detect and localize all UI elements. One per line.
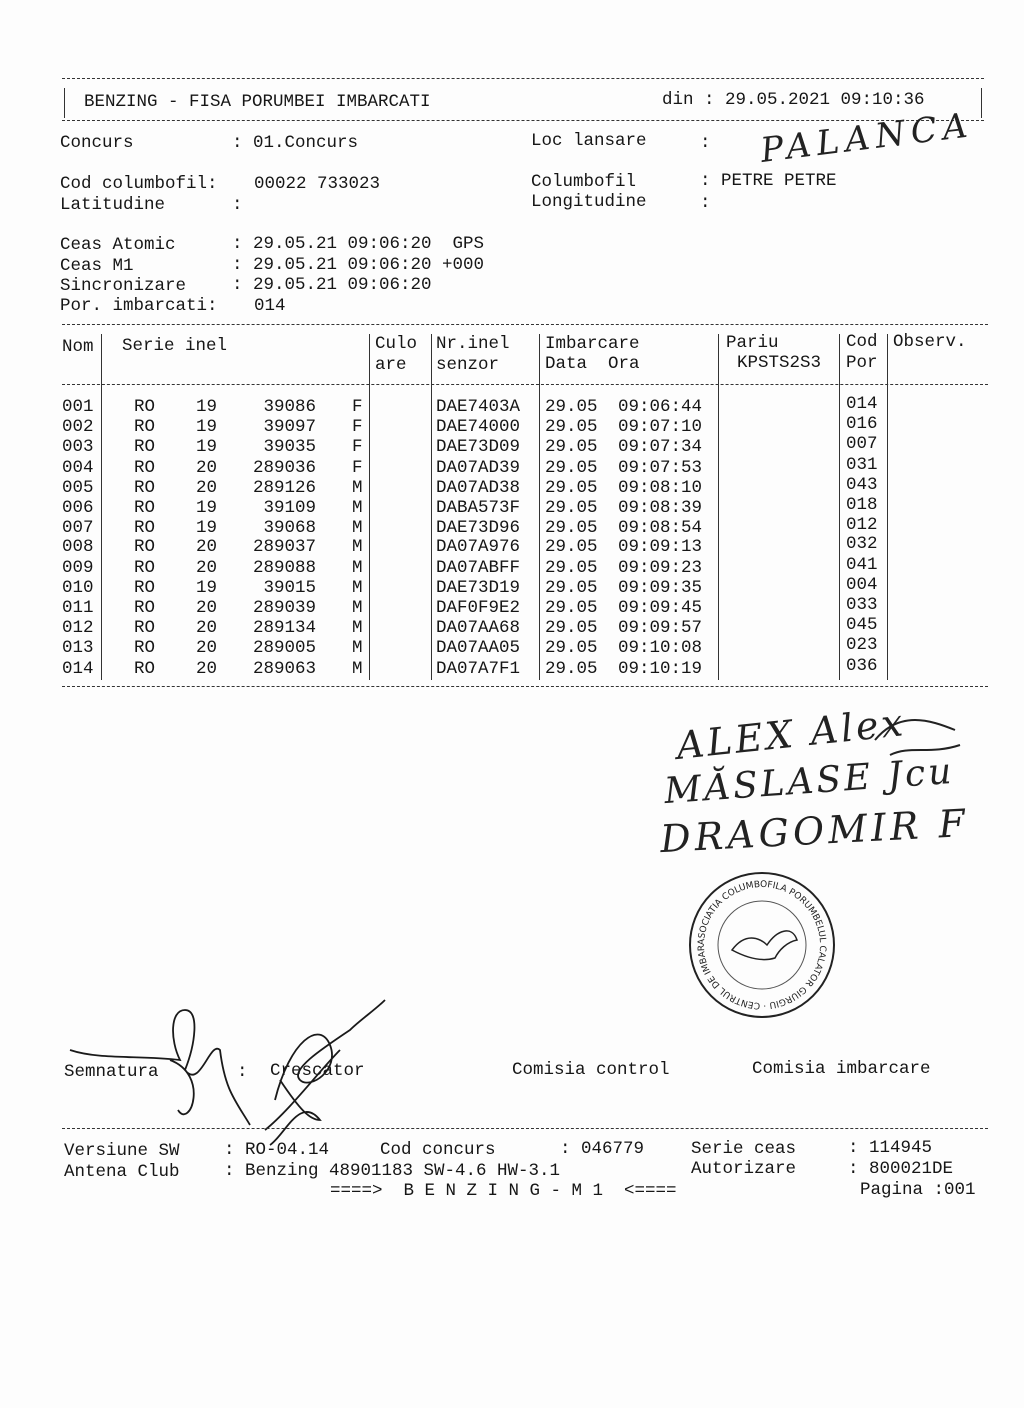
cell-tara: RO bbox=[134, 457, 156, 478]
cell-tara: RO bbox=[134, 397, 156, 417]
dove-icon bbox=[732, 931, 797, 960]
cell-data: 29.05 bbox=[545, 537, 598, 558]
cell-tara: RO bbox=[134, 498, 156, 518]
cell-nom: 011 bbox=[62, 598, 94, 618]
cell-an: 19 bbox=[196, 518, 218, 539]
cell-ora: 09:09:13 bbox=[618, 537, 703, 558]
benzing-banner: ====> B E N Z I N G - M 1 <==== bbox=[330, 1181, 677, 1201]
cell-tara: RO bbox=[134, 557, 156, 578]
columbofil-label: Columbofil bbox=[531, 172, 637, 192]
cell-an: 19 bbox=[196, 417, 218, 438]
cell-an: 19 bbox=[196, 577, 218, 598]
cell-senzor: DA07AA05 bbox=[436, 638, 521, 659]
cell-inel: 39068 bbox=[263, 518, 316, 539]
comisia-control-label: Comisia control bbox=[512, 1060, 670, 1080]
cell-an: 20 bbox=[196, 557, 218, 578]
header-culoare-2: are bbox=[375, 355, 407, 375]
cell-nom: 005 bbox=[62, 477, 94, 498]
cell-ora: 09:10:19 bbox=[618, 658, 703, 679]
handwritten-scribble-1 bbox=[870, 700, 970, 760]
header-culoare-1: Culo bbox=[375, 334, 418, 354]
cell-data: 29.05 bbox=[545, 598, 598, 618]
cell-cod: 012 bbox=[846, 515, 878, 536]
por-imbarcati-value: 014 bbox=[254, 296, 286, 316]
cell-an: 20 bbox=[196, 638, 218, 659]
cell-inel: 289039 bbox=[252, 598, 316, 618]
handwritten-name-2: MĂSLASE Jcu bbox=[662, 750, 956, 813]
cod-columbofil-label: Cod columbofil: bbox=[60, 174, 218, 194]
latitudine-value: : bbox=[232, 195, 243, 215]
signature-scribble bbox=[60, 1000, 400, 1160]
cod-columbofil-value: 00022 733023 bbox=[254, 174, 381, 194]
cell-senzor: DAE73D19 bbox=[436, 577, 521, 598]
cell-cod: 004 bbox=[846, 574, 878, 595]
sincronizare-label: Sincronizare bbox=[60, 276, 187, 296]
autorizare-label: Autorizare bbox=[691, 1159, 797, 1179]
cell-cod: 018 bbox=[846, 495, 878, 515]
cell-tara: RO bbox=[134, 658, 156, 679]
latitudine-label: Latitudine bbox=[60, 195, 166, 215]
handwritten-name-1: ALEX Alex bbox=[674, 700, 908, 768]
cell-senzor: DAE74000 bbox=[436, 417, 521, 438]
cell-inel: 289036 bbox=[252, 457, 316, 478]
cell-sex: M bbox=[352, 498, 363, 518]
semnatura-label: Semnatura bbox=[64, 1062, 159, 1082]
cell-ora: 09:07:53 bbox=[618, 457, 703, 478]
cell-senzor: DAE73D09 bbox=[436, 437, 521, 458]
table-header-rule bbox=[62, 384, 988, 385]
cell-an: 20 bbox=[196, 537, 218, 558]
cell-ora: 09:06:44 bbox=[618, 397, 703, 417]
crescator-label: Crescator bbox=[270, 1061, 365, 1081]
cell-data: 29.05 bbox=[545, 457, 598, 478]
cell-cod: 023 bbox=[846, 635, 878, 656]
cell-ora: 09:09:57 bbox=[618, 618, 703, 639]
header-right-border bbox=[981, 88, 982, 118]
comisia-imbarcare-label: Comisia imbarcare bbox=[752, 1059, 931, 1079]
cell-cod: 036 bbox=[846, 655, 878, 676]
longitudine-value: : bbox=[700, 193, 711, 213]
cell-senzor: DAE73D96 bbox=[436, 518, 521, 539]
cell-senzor: DA07A7F1 bbox=[436, 658, 521, 679]
cell-data: 29.05 bbox=[545, 518, 598, 539]
cell-nom: 014 bbox=[62, 658, 94, 679]
cell-cod: 016 bbox=[846, 414, 878, 435]
antena-value: : Benzing 48901183 SW-4.6 HW-3.1 bbox=[224, 1161, 561, 1181]
cell-sex: M bbox=[352, 638, 363, 659]
cell-tara: RO bbox=[134, 598, 156, 618]
header-left-border bbox=[64, 88, 65, 118]
cell-sex: M bbox=[352, 658, 363, 679]
header-imbarcare-2: Data Ora bbox=[545, 354, 640, 374]
association-stamp bbox=[683, 863, 837, 1020]
cell-senzor: DA07AD38 bbox=[436, 477, 521, 498]
page-number: Pagina :001 bbox=[860, 1180, 976, 1200]
header-imbarcare-1: Imbarcare bbox=[545, 334, 640, 354]
semnatura-colon: : bbox=[237, 1062, 248, 1082]
cell-inel: 39086 bbox=[263, 397, 316, 417]
cell-inel: 289088 bbox=[252, 557, 316, 578]
cell-senzor: DAE7403A bbox=[436, 397, 521, 417]
cell-nom: 003 bbox=[62, 437, 94, 458]
cell-inel: 39097 bbox=[263, 417, 316, 438]
header-nom: Nom bbox=[62, 337, 94, 357]
ceas-atomic-value: : 29.05.21 09:06:20 GPS bbox=[232, 234, 485, 254]
cell-cod: 032 bbox=[846, 534, 878, 555]
cell-nom: 012 bbox=[62, 618, 94, 639]
cell-an: 20 bbox=[196, 457, 218, 478]
header-nr-inel-2: senzor bbox=[436, 355, 500, 375]
serie-ceas-value: : 114945 bbox=[848, 1138, 933, 1158]
por-imbarcati-label: Por. imbarcati: bbox=[60, 296, 218, 316]
cell-sex: F bbox=[352, 457, 363, 478]
cell-an: 20 bbox=[196, 598, 218, 618]
cell-data: 29.05 bbox=[545, 577, 598, 598]
cell-data: 29.05 bbox=[545, 618, 598, 639]
loc-lansare-handwritten: PALANCA bbox=[758, 105, 976, 171]
cell-cod: 033 bbox=[846, 595, 878, 615]
cell-an: 20 bbox=[196, 477, 218, 498]
longitudine-label: Longitudine bbox=[531, 192, 647, 212]
cell-inel: 289005 bbox=[252, 638, 316, 659]
cell-cod: 045 bbox=[846, 615, 878, 636]
cell-senzor: DABA573F bbox=[436, 498, 521, 518]
cell-data: 29.05 bbox=[545, 498, 598, 518]
ceas-m1-label: Ceas M1 bbox=[60, 256, 134, 276]
cell-tara: RO bbox=[134, 638, 156, 659]
cell-sex: M bbox=[352, 577, 363, 598]
cell-data: 29.05 bbox=[545, 397, 598, 417]
header-top-rule bbox=[62, 78, 984, 79]
cell-ora: 09:07:10 bbox=[618, 417, 703, 438]
antena-label: Antena Club bbox=[64, 1162, 180, 1182]
cell-data: 29.05 bbox=[545, 437, 598, 458]
concurs-label: Concurs bbox=[60, 133, 134, 153]
cell-nom: 007 bbox=[62, 518, 94, 539]
ceas-m1-value: : 29.05.21 09:06:20 +000 bbox=[232, 255, 485, 275]
cell-sex: M bbox=[352, 477, 363, 498]
cell-senzor: DAF0F9E2 bbox=[436, 598, 521, 618]
cell-sex: F bbox=[352, 417, 363, 438]
cell-ora: 09:07:34 bbox=[618, 437, 703, 458]
cell-nom: 013 bbox=[62, 638, 94, 659]
cell-inel: 39109 bbox=[263, 498, 316, 518]
cell-inel: 289126 bbox=[252, 477, 316, 498]
versiune-label: Versiune SW bbox=[64, 1141, 180, 1161]
header-pariu-2: KPSTS2S3 bbox=[737, 353, 822, 373]
ceas-atomic-label: Ceas Atomic bbox=[60, 235, 176, 255]
cell-ora: 09:09:45 bbox=[618, 598, 703, 618]
cell-an: 20 bbox=[196, 618, 218, 639]
cell-an: 20 bbox=[196, 658, 218, 679]
header-serie-inel: Serie inel bbox=[122, 336, 228, 356]
cell-senzor: DA07AA68 bbox=[436, 618, 521, 639]
header-cod-1: Cod bbox=[846, 332, 878, 352]
cell-sex: F bbox=[352, 397, 363, 417]
serie-ceas-label: Serie ceas bbox=[691, 1139, 797, 1159]
cell-nom: 009 bbox=[62, 557, 94, 578]
cell-data: 29.05 bbox=[545, 557, 598, 578]
cell-nom: 004 bbox=[62, 457, 94, 478]
cell-inel: 289063 bbox=[252, 658, 316, 679]
document-title: BENZING - FISA PORUMBEI IMBARCATI bbox=[84, 92, 431, 112]
cell-an: 19 bbox=[196, 397, 218, 417]
cell-nom: 002 bbox=[62, 417, 94, 438]
table-bottom-rule bbox=[62, 686, 988, 687]
sincronizare-value: : 29.05.21 09:06:20 bbox=[232, 275, 432, 295]
cell-senzor: DA07AD39 bbox=[436, 457, 521, 478]
cell-an: 19 bbox=[196, 437, 218, 458]
concurs-value: : 01.Concurs bbox=[232, 133, 359, 153]
cell-cod: 043 bbox=[846, 474, 878, 495]
cell-sex: F bbox=[352, 437, 363, 458]
cell-sex: M bbox=[352, 618, 363, 639]
header-nr-inel-1: Nr.inel bbox=[436, 334, 510, 354]
cell-nom: 010 bbox=[62, 577, 94, 598]
cell-ora: 09:09:35 bbox=[618, 577, 703, 598]
cell-cod: 007 bbox=[846, 434, 878, 455]
cell-tara: RO bbox=[134, 477, 156, 498]
cell-tara: RO bbox=[134, 577, 156, 598]
cell-sex: M bbox=[352, 518, 363, 539]
cod-concurs-value: : 046779 bbox=[560, 1139, 645, 1159]
cell-nom: 008 bbox=[62, 537, 94, 558]
cell-ora: 09:08:39 bbox=[618, 498, 703, 518]
loc-lansare-label: Loc lansare bbox=[531, 131, 647, 151]
cell-cod: 031 bbox=[846, 454, 878, 475]
cell-cod: 014 bbox=[846, 394, 878, 414]
cell-tara: RO bbox=[134, 417, 156, 438]
header-pariu-1: Pariu bbox=[726, 333, 779, 353]
cod-concurs-label: Cod concurs bbox=[380, 1140, 496, 1160]
columbofil-value: : PETRE PETRE bbox=[700, 171, 837, 191]
table-row bbox=[0, 655, 1024, 679]
cell-nom: 006 bbox=[62, 498, 94, 518]
stamp-text: ASOCIATIA COLUMBOFILA PORUMBELUL CALATOR GIURGIU · CENTRUL DE IMBARCARE NR. 1 COSOBA bbox=[683, 863, 828, 1011]
cell-data: 29.05 bbox=[545, 417, 598, 438]
handwritten-name-3: DRAGOMIR F bbox=[659, 800, 970, 862]
cell-ora: 09:08:54 bbox=[618, 518, 703, 539]
cell-ora: 09:10:08 bbox=[618, 638, 703, 659]
cell-ora: 09:09:23 bbox=[618, 557, 703, 578]
cell-an: 19 bbox=[196, 498, 218, 518]
cell-tara: RO bbox=[134, 518, 156, 539]
cell-data: 29.05 bbox=[545, 477, 598, 498]
cell-sex: M bbox=[352, 537, 363, 558]
versiune-value: : RO-04.14 bbox=[224, 1140, 330, 1160]
cell-senzor: DA07ABFF bbox=[436, 557, 521, 578]
cell-senzor: DA07A976 bbox=[436, 537, 521, 558]
cell-sex: M bbox=[352, 557, 363, 578]
header-cod-2: Por bbox=[846, 353, 878, 373]
cell-inel: 39015 bbox=[263, 577, 316, 598]
footer-rule bbox=[62, 1128, 988, 1129]
cell-cod: 041 bbox=[846, 554, 878, 575]
loc-lansare-colon: : bbox=[700, 133, 711, 153]
cell-sex: M bbox=[352, 598, 363, 618]
cell-inel: 289134 bbox=[252, 618, 316, 639]
cell-tara: RO bbox=[134, 437, 156, 458]
cell-nom: 001 bbox=[62, 397, 94, 417]
cell-ora: 09:08:10 bbox=[618, 477, 703, 498]
cell-tara: RO bbox=[134, 618, 156, 639]
document-date: din : 29.05.2021 09:10:36 bbox=[662, 90, 925, 110]
autorizare-value: : 800021DE bbox=[848, 1159, 954, 1179]
cell-tara: RO bbox=[134, 537, 156, 558]
cell-data: 29.05 bbox=[545, 658, 598, 679]
cell-data: 29.05 bbox=[545, 638, 598, 659]
cell-inel: 289037 bbox=[252, 537, 316, 558]
table-top-rule bbox=[62, 324, 988, 325]
cell-inel: 39035 bbox=[263, 437, 316, 458]
header-observ: Observ. bbox=[893, 332, 967, 352]
